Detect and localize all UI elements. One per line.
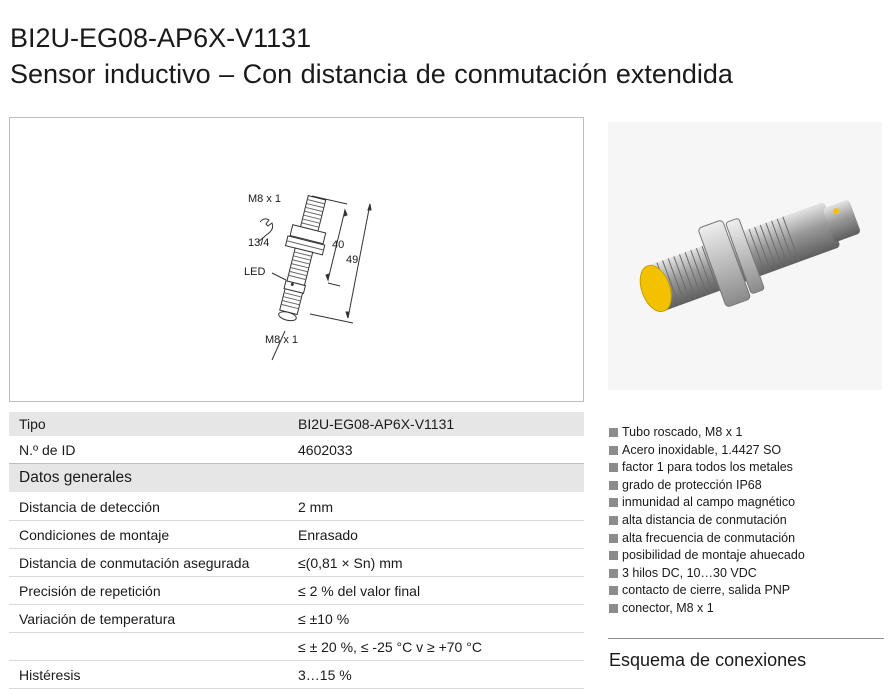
list-item — [609, 494, 805, 512]
spec-label: Distancia de detección — [9, 493, 286, 521]
table-row — [9, 437, 584, 464]
spec-label: Distancia de conmutación asegurada — [9, 549, 286, 577]
bullet-square-icon — [609, 463, 618, 472]
dimension-drawing — [9, 117, 584, 402]
list-item — [609, 477, 805, 495]
feature-text: contacto de cierre, salida PNP — [622, 583, 791, 598]
bullet-square-icon — [609, 428, 618, 437]
spec-value: ≤ ± 20 %, ≤ -25 °C v ≥ +70 °C — [286, 633, 584, 661]
table-row — [9, 493, 584, 521]
bullet-square-icon — [609, 604, 618, 613]
id-label: N.º de ID — [9, 437, 286, 464]
feature-text: alta frecuencia de conmutación — [622, 530, 796, 545]
thread-top-label: M8 x 1 — [248, 193, 282, 205]
product-title: BI2U-EG08-AP6X-V1131 — [10, 23, 312, 53]
thread-bottom-label: M8 x 1 — [265, 334, 299, 346]
sensor-photo-icon — [608, 122, 882, 390]
spec-value: 3…15 % — [286, 661, 584, 689]
list-item — [609, 582, 805, 600]
id-value: 4602033 — [286, 437, 584, 464]
table-row — [9, 577, 584, 605]
spec-label: Histéresis — [9, 661, 286, 689]
section-general-label: Datos generales — [9, 464, 584, 493]
feature-text: inmunidad al campo magnético — [622, 495, 796, 510]
product-photo — [608, 122, 882, 390]
feature-text: Acero inoxidable, 1.4427 SO — [622, 442, 782, 457]
list-item — [609, 547, 805, 565]
dimension-drawing-svg — [10, 118, 585, 403]
bullet-square-icon — [609, 446, 618, 455]
bullet-square-icon — [609, 534, 618, 543]
bullet-square-icon — [609, 498, 618, 507]
table-row — [9, 521, 584, 549]
spec-value: ≤(0,81 × Sn) mm — [286, 549, 584, 577]
feature-text: posibilidad de montaje ahuecado — [622, 548, 805, 563]
type-label: Tipo — [9, 412, 286, 437]
feature-text: Tubo roscado, M8 x 1 — [622, 425, 743, 439]
spec-label: Variación de temperatura — [9, 605, 286, 633]
list-item — [609, 565, 805, 583]
bullet-square-icon — [609, 516, 618, 525]
divider — [608, 638, 884, 639]
wrench-size-label: 13/4 — [248, 237, 270, 249]
spec-table — [9, 412, 584, 689]
feature-text: 3 hilos DC, 10…30 VDC — [622, 565, 757, 580]
spec-label: Condiciones de montaje — [9, 521, 286, 549]
table-row — [9, 412, 584, 437]
feature-text: alta distancia de conmutación — [622, 512, 787, 527]
bullet-square-icon — [609, 551, 618, 560]
table-row — [9, 549, 584, 577]
spec-value: Enrasado — [286, 521, 584, 549]
feature-text: factor 1 para todos los metales — [622, 460, 793, 475]
dimension-49-label: 49 — [346, 254, 359, 266]
product-subtitle: Sensor inductivo – Con distancia de conmutación extendida — [10, 59, 733, 89]
list-item — [609, 530, 805, 548]
spec-value: ≤ ±10 % — [286, 605, 584, 633]
table-row — [9, 633, 584, 661]
wiring-section-title: Esquema de conexiones — [609, 650, 807, 670]
list-item — [609, 512, 805, 530]
dimension-40-label: 40 — [332, 239, 345, 251]
table-row — [9, 661, 584, 689]
type-value: BI2U-EG08-AP6X-V1131 — [286, 412, 584, 437]
spec-value: ≤ 2 % del valor final — [286, 577, 584, 605]
feature-text: grado de protección IP68 — [622, 477, 762, 492]
list-item — [609, 442, 805, 460]
table-row — [9, 605, 584, 633]
spec-value: 2 mm — [286, 493, 584, 521]
bullet-square-icon — [609, 569, 618, 578]
spec-label — [9, 633, 286, 661]
feature-list — [609, 424, 805, 618]
bullet-square-icon — [609, 586, 618, 595]
spec-label: Precisión de repetición — [9, 577, 286, 605]
section-header — [9, 464, 584, 493]
feature-text: conector, M8 x 1 — [622, 600, 714, 615]
bullet-square-icon — [609, 481, 618, 490]
list-item — [609, 424, 805, 442]
list-item — [609, 600, 805, 618]
led-label: LED — [244, 266, 266, 278]
list-item — [609, 459, 805, 477]
